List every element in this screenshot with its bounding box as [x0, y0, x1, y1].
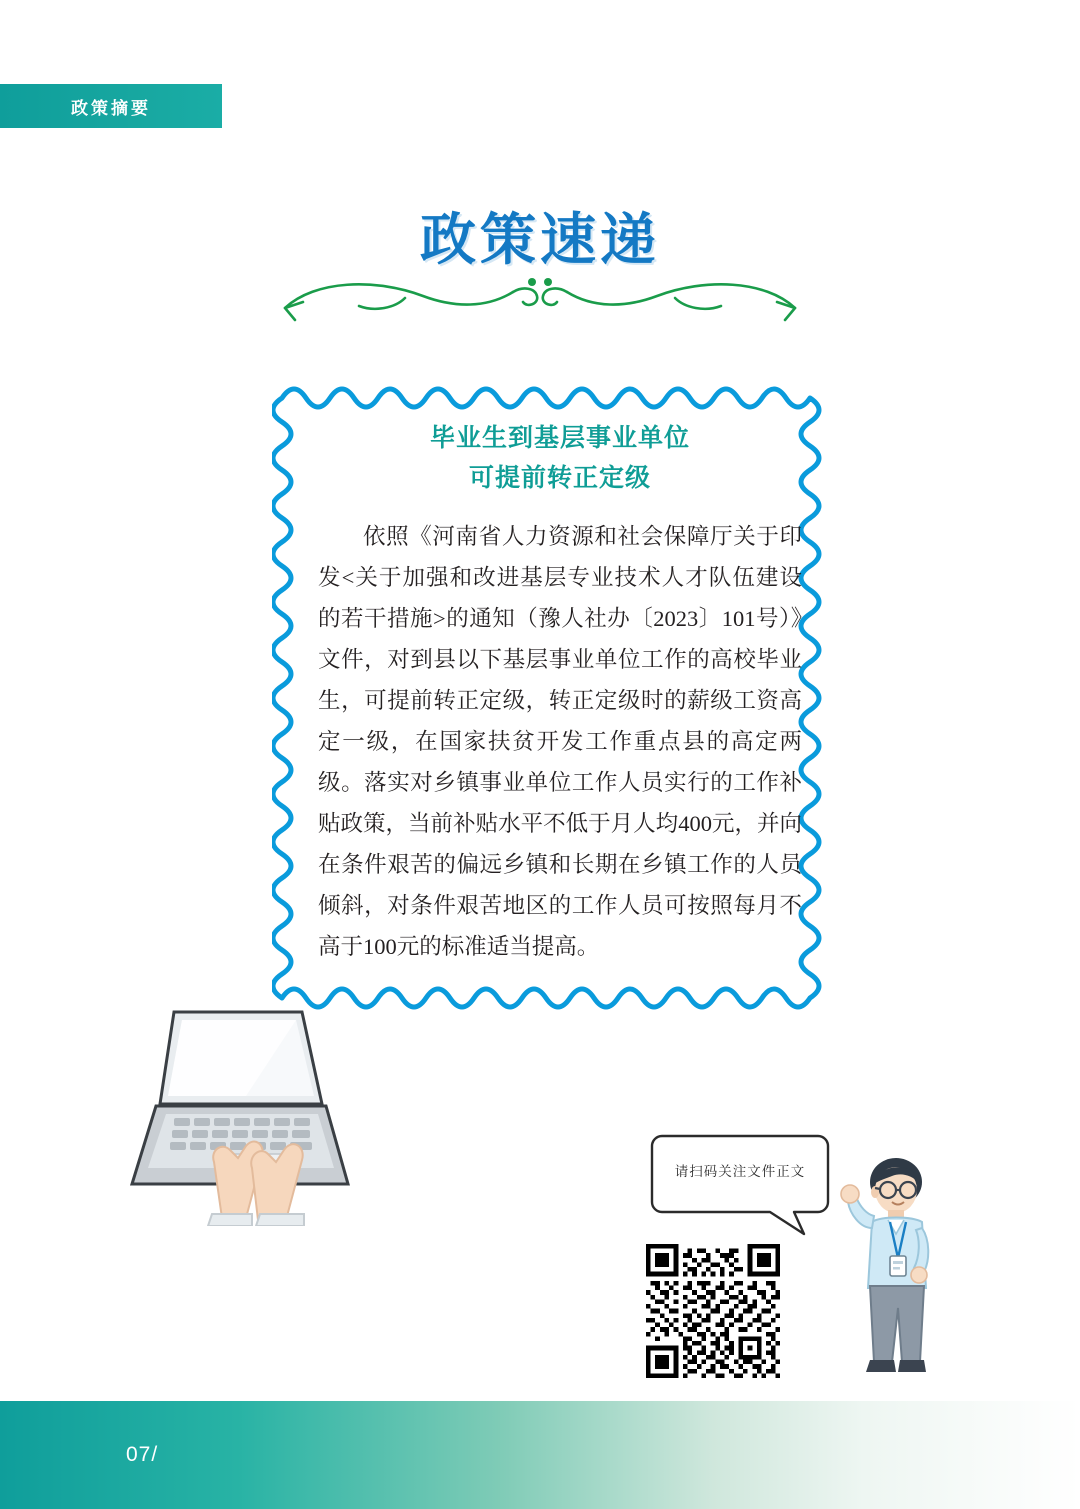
flourish-divider-icon [255, 262, 825, 332]
laptop-typing-illustration [126, 1008, 378, 1226]
card-body-text: 依照《河南省人力资源和社会保障厅关于印发<关于加强和改进基层专业技术人才队伍建设的若干措施>的通知（豫人社办〔2023〕101号）》文件，对到县以下基层事业单位工作的高校毕业生，可提前转正定级，转正定级时的薪级工资高定一级，在国家扶贫开发工作重点县的高定两级。落实对乡镇事业单位工作人员实行的工作补贴政策，当前补贴水平不低于月人均400元，并向在条件艰苦的偏远乡镇和长期在乡镇工作的人员倾斜，对条件艰苦地区的工作人员可按照每月不高于100元的标准适当提高。 [318, 524, 802, 959]
section-tab-label: 政策摘要 [71, 98, 151, 118]
page-footer [0, 1401, 1080, 1509]
card-title-line2: 可提前转正定级 [468, 464, 651, 492]
page-number: 07/ [126, 1443, 159, 1466]
speech-bubble [650, 1128, 830, 1238]
person-waving-illustration [826, 1148, 956, 1386]
policy-card [272, 374, 848, 1056]
qr-code[interactable] [646, 1244, 780, 1378]
speech-bubble-text: 请扫码关注文件正文 [674, 1164, 806, 1179]
section-tab [0, 84, 222, 128]
page-title: 政策速递 [420, 208, 660, 271]
card-title [318, 418, 802, 498]
card-title-line1: 毕业生到基层事业单位 [429, 424, 690, 452]
